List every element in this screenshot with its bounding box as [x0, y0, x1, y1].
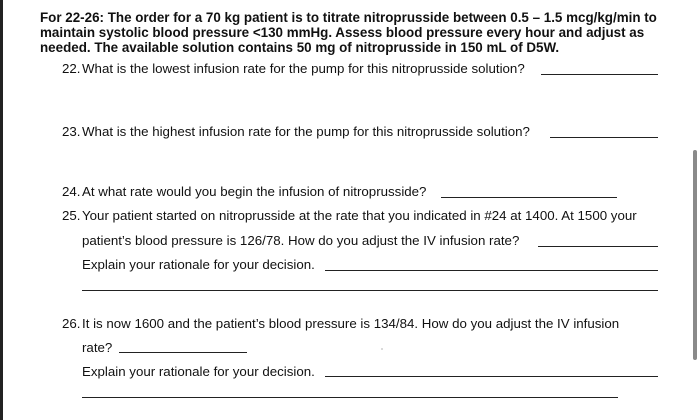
answer-26-rate-blank[interactable] [119, 352, 247, 353]
answer-24-blank[interactable] [441, 197, 617, 198]
scan-artifact-dot [381, 348, 383, 350]
question-26-rationale-label: Explain your rationale for your decision. [82, 364, 315, 379]
page-left-border [0, 0, 3, 420]
question-26-line-2: rate? [82, 340, 113, 355]
answer-25-rationale-blank[interactable] [325, 270, 658, 271]
question-24-number: 24. [62, 184, 81, 199]
question-26-line-1: It is now 1600 and the patient’s blood pressure is 134/84. How do you adjust the IV infusion [82, 316, 620, 331]
answer-23-blank[interactable] [550, 137, 658, 138]
answer-25-rate-blank[interactable] [538, 246, 658, 247]
question-22-text: What is the lowest infusion rate for the pump for this nitroprusside solution? [82, 61, 525, 76]
vertical-scrollbar[interactable] [693, 150, 697, 360]
question-25-number: 25. [62, 208, 81, 223]
answer-26-rationale-blank[interactable] [325, 376, 658, 377]
question-25-line-1: Your patient started on nitroprusside at the rate that you indicated in #24 at 1400. At 1500 your [82, 208, 637, 223]
answer-22-blank[interactable] [541, 74, 658, 75]
answer-26-rationale-blank-2[interactable] [82, 397, 618, 398]
answer-25-rationale-blank-2[interactable] [82, 290, 658, 291]
question-24-text: At what rate would you begin the infusion of nitroprusside? [82, 184, 427, 199]
question-25-line-2: patient’s blood pressure is 126/78. How do you adjust the IV infusion rate? [82, 233, 520, 248]
question-26-number: 26. [62, 316, 81, 331]
question-23-text: What is the highest infusion rate for the pump for this nitroprusside solution? [82, 124, 530, 139]
instructions-header: For 22-26: The order for a 70 kg patient is to titrate nitroprusside between 0.5 – 1.5 mcg/kg/min to maintain systolic blood pressure <130 mmHg. Assess blood pressure every hour and adjust as needed. The available solution contains 50 mg of nitroprusside in 150 mL of D5W. [40, 10, 657, 55]
question-25-rationale-label: Explain your rationale for your decision. [82, 257, 315, 272]
question-22-number: 22. [62, 61, 81, 76]
question-23-number: 23. [62, 124, 81, 139]
